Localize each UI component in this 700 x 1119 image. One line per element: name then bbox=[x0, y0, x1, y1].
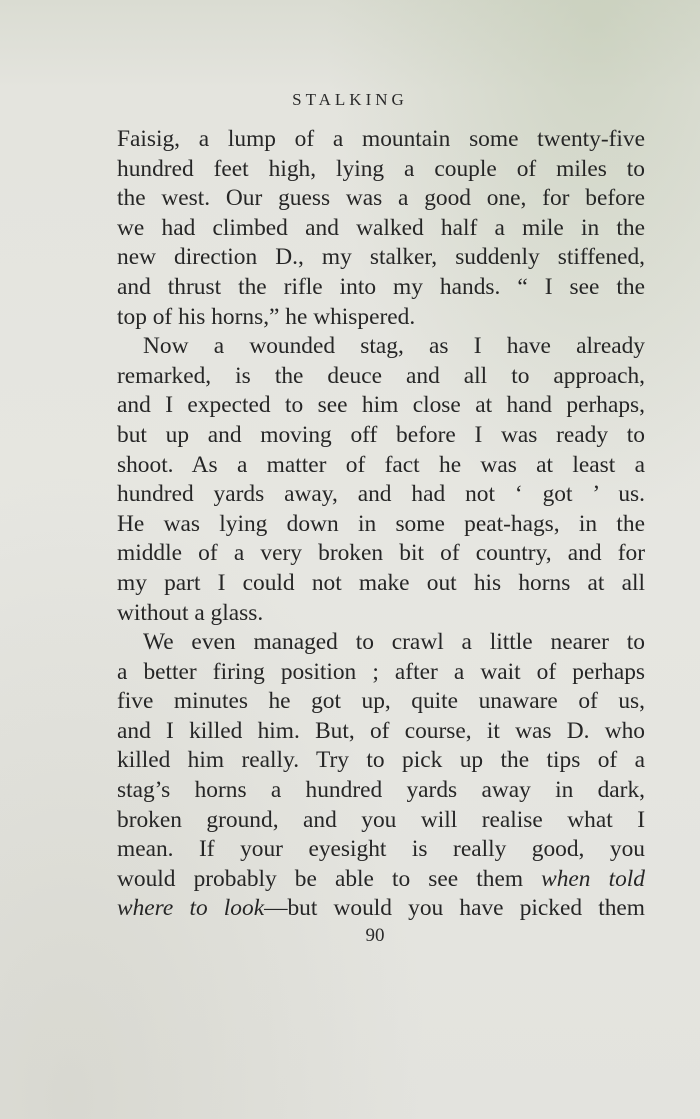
text-line: the west. Our guess was a good one, for before bbox=[117, 185, 645, 212]
page-number: 90 bbox=[365, 925, 385, 946]
paragraph-3 bbox=[117, 628, 645, 924]
text-line: a better firing position ; after a wait of perhaps bbox=[117, 658, 645, 685]
text-line: we had climbed and walked half a mile in the bbox=[117, 214, 645, 241]
text-line: Now a wounded stag, as I have already bbox=[143, 333, 645, 360]
text-line: and I expected to see him close at hand perhaps, bbox=[117, 392, 645, 419]
text-line: new direction D., my stalker, suddenly stiffened, bbox=[117, 244, 645, 271]
text-line-with-italic bbox=[117, 865, 645, 895]
italic-text: when told bbox=[541, 865, 645, 892]
text-line: hundred feet high, lying a couple of miles to bbox=[117, 155, 645, 182]
text-line: remarked, is the deuce and all to approach, bbox=[117, 362, 645, 389]
text-line-with-italic bbox=[117, 894, 645, 924]
paragraph-2 bbox=[117, 332, 645, 628]
text-line: We even managed to crawl a little nearer to bbox=[143, 629, 645, 656]
text-line: middle of a very broken bit of country, and for bbox=[117, 540, 645, 567]
text-run: —but would you have picked them bbox=[264, 895, 645, 922]
text-line: killed him really. Try to pick up the tips of a bbox=[117, 747, 645, 774]
text-line: Faisig, a lump of a mountain some twenty-five bbox=[117, 126, 645, 152]
text-line: five minutes he got up, quite unaware of us, bbox=[117, 688, 645, 715]
text-line: but up and moving off before I was ready to bbox=[117, 421, 645, 448]
paragraph-1 bbox=[117, 125, 645, 332]
text-line: and I killed him. But, of course, it was D. who bbox=[117, 717, 645, 744]
text-line: stag’s horns a hundred yards away in dark, bbox=[117, 777, 645, 804]
body-text bbox=[117, 125, 645, 924]
text-line: top of his horns,” he whispered. bbox=[117, 303, 416, 330]
running-head: STALKING bbox=[292, 90, 408, 109]
text-line: He was lying down in some peat-hags, in the bbox=[117, 510, 645, 537]
text-line: mean. If your eyesight is really good, you bbox=[117, 836, 645, 863]
text-line: broken ground, and you will realise what I bbox=[117, 806, 645, 833]
text-line: my part I could not make out his horns at all bbox=[117, 569, 645, 596]
text-line: shoot. As a matter of fact he was at least a bbox=[117, 451, 645, 478]
text-run: would probably be able to see them bbox=[117, 865, 524, 892]
italic-text: where to look bbox=[117, 895, 265, 922]
text-line: without a glass. bbox=[117, 599, 264, 626]
text-line: hundred yards away, and had not ‘ got ’ us. bbox=[117, 481, 645, 508]
text-line: and thrust the rifle into my hands. “ I see the bbox=[117, 273, 645, 300]
